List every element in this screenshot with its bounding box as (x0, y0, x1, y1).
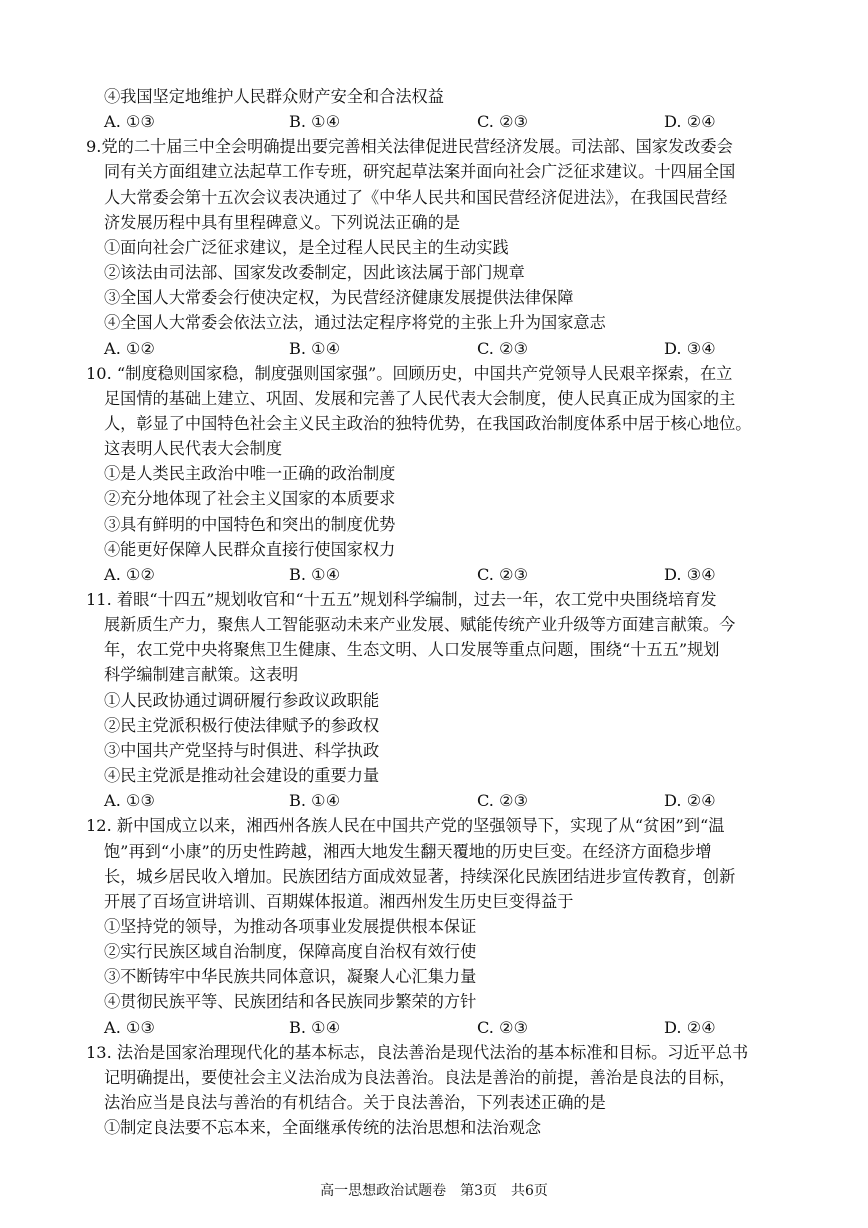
question-stem-line: 10. “制度稳则国家稳，制度强则国家强”。回顾历史，中国共产党领导人民艰辛探索，在立 (86, 363, 733, 383)
text-line: ①是人类民主政治中唯一正确的政治制度 (104, 464, 396, 484)
text-line: ②充分地体现了社会主义国家的本质要求 (104, 489, 396, 509)
text-line: 济发展历程中具有里程碑意义。下列说法正确的是 (104, 212, 461, 232)
answer-option: B. ①④ (289, 338, 341, 358)
answer-option: B. ①④ (289, 1017, 341, 1037)
text-line: ④我国坚定地维护人民群众财产安全和合法权益 (104, 87, 444, 106)
answer-option: D. ②④ (664, 791, 716, 811)
answer-option: B. ①④ (289, 791, 341, 811)
question-stem-line: 13. 法治是国家治理现代化的基本标志，良法善治是现代法治的基本标准和目标。习近平总书 (86, 1042, 749, 1062)
text-line: ②该法由司法部、国家发改委制定，因此该法属于部门规章 (104, 263, 525, 283)
answer-option: A. ①② (104, 338, 156, 358)
text-line: 长，城乡居民收入增加。民族团结方面成效显著，持续深化民族团结进步宣传教育，创新 (104, 866, 736, 886)
answer-option: A. ①③ (104, 112, 156, 132)
answer-option: D. ②④ (664, 1017, 716, 1037)
answer-option: D. ③④ (664, 564, 716, 584)
question-stem-line: 9.党的二十届三中全会明确提出要完善相关法律促进民营经济发展。司法部、国家发改委会 (86, 137, 733, 157)
text-line: ①制定良法要不忘本来，全面继承传统的法治思想和法治观念 (104, 1118, 542, 1138)
text-line: ③全国人大常委会行使决定权，为民营经济健康发展提供法律保障 (104, 288, 574, 308)
text-line: 人，彰显了中国特色社会主义民主政治的独特优势，在我国政治制度体系中居于核心地位。 (104, 413, 752, 433)
answer-option: C. ②③ (477, 1017, 529, 1037)
text-line: ①面向社会广泛征求建议，是全过程人民民主的生动实践 (104, 237, 509, 257)
text-line: ④能更好保障人民群众直接行使国家权力 (104, 539, 396, 559)
text-line: ④贯彻民族平等、民族团结和各民族同步繁荣的方针 (104, 992, 477, 1012)
answer-option: C. ②③ (477, 338, 529, 358)
answer-option: D. ③④ (664, 338, 716, 358)
text-line: ②民主党派积极行使法律赋予的参政权 (104, 715, 380, 735)
text-line: 法治应当是良法与善治的有机结合。关于良法善治，下列表述正确的是 (104, 1093, 606, 1112)
text-line: 科学编制建言献策。这表明 (104, 665, 299, 685)
text-line: 展新质生产力，聚焦人工智能驱动未来产业发展、赋能传统产业升级等方面建言献策。今 (104, 615, 736, 635)
answer-choices (104, 788, 794, 813)
page-footer: 高一思想政治试题卷 第3页 共6页 (320, 1183, 548, 1199)
question-stem-line: 11. 着眼“十四五”规划收官和“十五五”规划科学编制，过去一年，农工党中央围绕培育发 (86, 590, 717, 609)
text-line: ③具有鲜明的中国特色和突出的制度优势 (104, 514, 396, 534)
answer-choices (104, 336, 794, 361)
answer-option: C. ②③ (477, 791, 529, 811)
answer-option: A. ①③ (104, 791, 156, 811)
text-line: ④民主党派是推动社会建设的重要力量 (104, 766, 380, 786)
text-line: ③中国共产党坚持与时俱进、科学执政 (104, 740, 380, 760)
text-line: ③不断铸牢中华民族共同体意识，凝聚人心汇集力量 (104, 967, 477, 987)
text-line: 这表明人民代表大会制度 (104, 439, 283, 459)
text-line: 饱”再到“小康”的历史性跨越，湘西大地发生翻天覆地的历史巨变。在经济方面稳步增 (104, 841, 712, 861)
text-line: 同有关方面组建立法起草工作专班，研究起草法案并面向社会广泛征求建议。十四届全国 (104, 162, 736, 182)
text-line: ①坚持党的领导，为推动各项事业发展提供根本保证 (104, 916, 477, 936)
text-line: ②实行民族区域自治制度，保障高度自治权有效行使 (104, 942, 477, 962)
answer-option: C. ②③ (477, 112, 529, 132)
text-line: 开展了百场宣讲培训、百期媒体报道。湘西州发生历史巨变得益于 (104, 891, 574, 911)
text-line: ④全国人大常委会依法立法，通过法定程序将党的主张上升为国家意志 (104, 313, 606, 333)
answer-choices (104, 1015, 794, 1040)
text-line: 记明确提出，要使社会主义法治成为良法善治。良法是善治的前提，善治是良法的目标， (104, 1067, 736, 1087)
answer-option: C. ②③ (477, 564, 529, 584)
answer-option: B. ①④ (289, 112, 341, 132)
answer-option: D. ②④ (664, 112, 716, 132)
answer-choices (104, 109, 794, 134)
question-stem-line: 12. 新中国成立以来，湘西州各族人民在中国共产党的坚强领导下，实现了从“贫困”到“温 (86, 816, 725, 836)
answer-choices (104, 562, 794, 587)
answer-option: A. ①③ (104, 1017, 156, 1037)
text-line: ①人民政协通过调研履行参政议政职能 (104, 690, 380, 710)
answer-option: B. ①④ (289, 564, 341, 584)
text-line: 年，农工党中央将聚焦卫生健康、生态文明、人口发展等重点问题，围绕“十五五”规划 (104, 640, 720, 660)
text-line: 足国情的基础上建立、巩固、发展和完善了人民代表大会制度，使人民真正成为国家的主 (104, 388, 736, 408)
answer-option: A. ①② (104, 564, 156, 584)
text-line: 人大常委会第十五次会议表决通过了《中华人民共和国民营经济促进法》，在我国民营经 (104, 187, 728, 207)
